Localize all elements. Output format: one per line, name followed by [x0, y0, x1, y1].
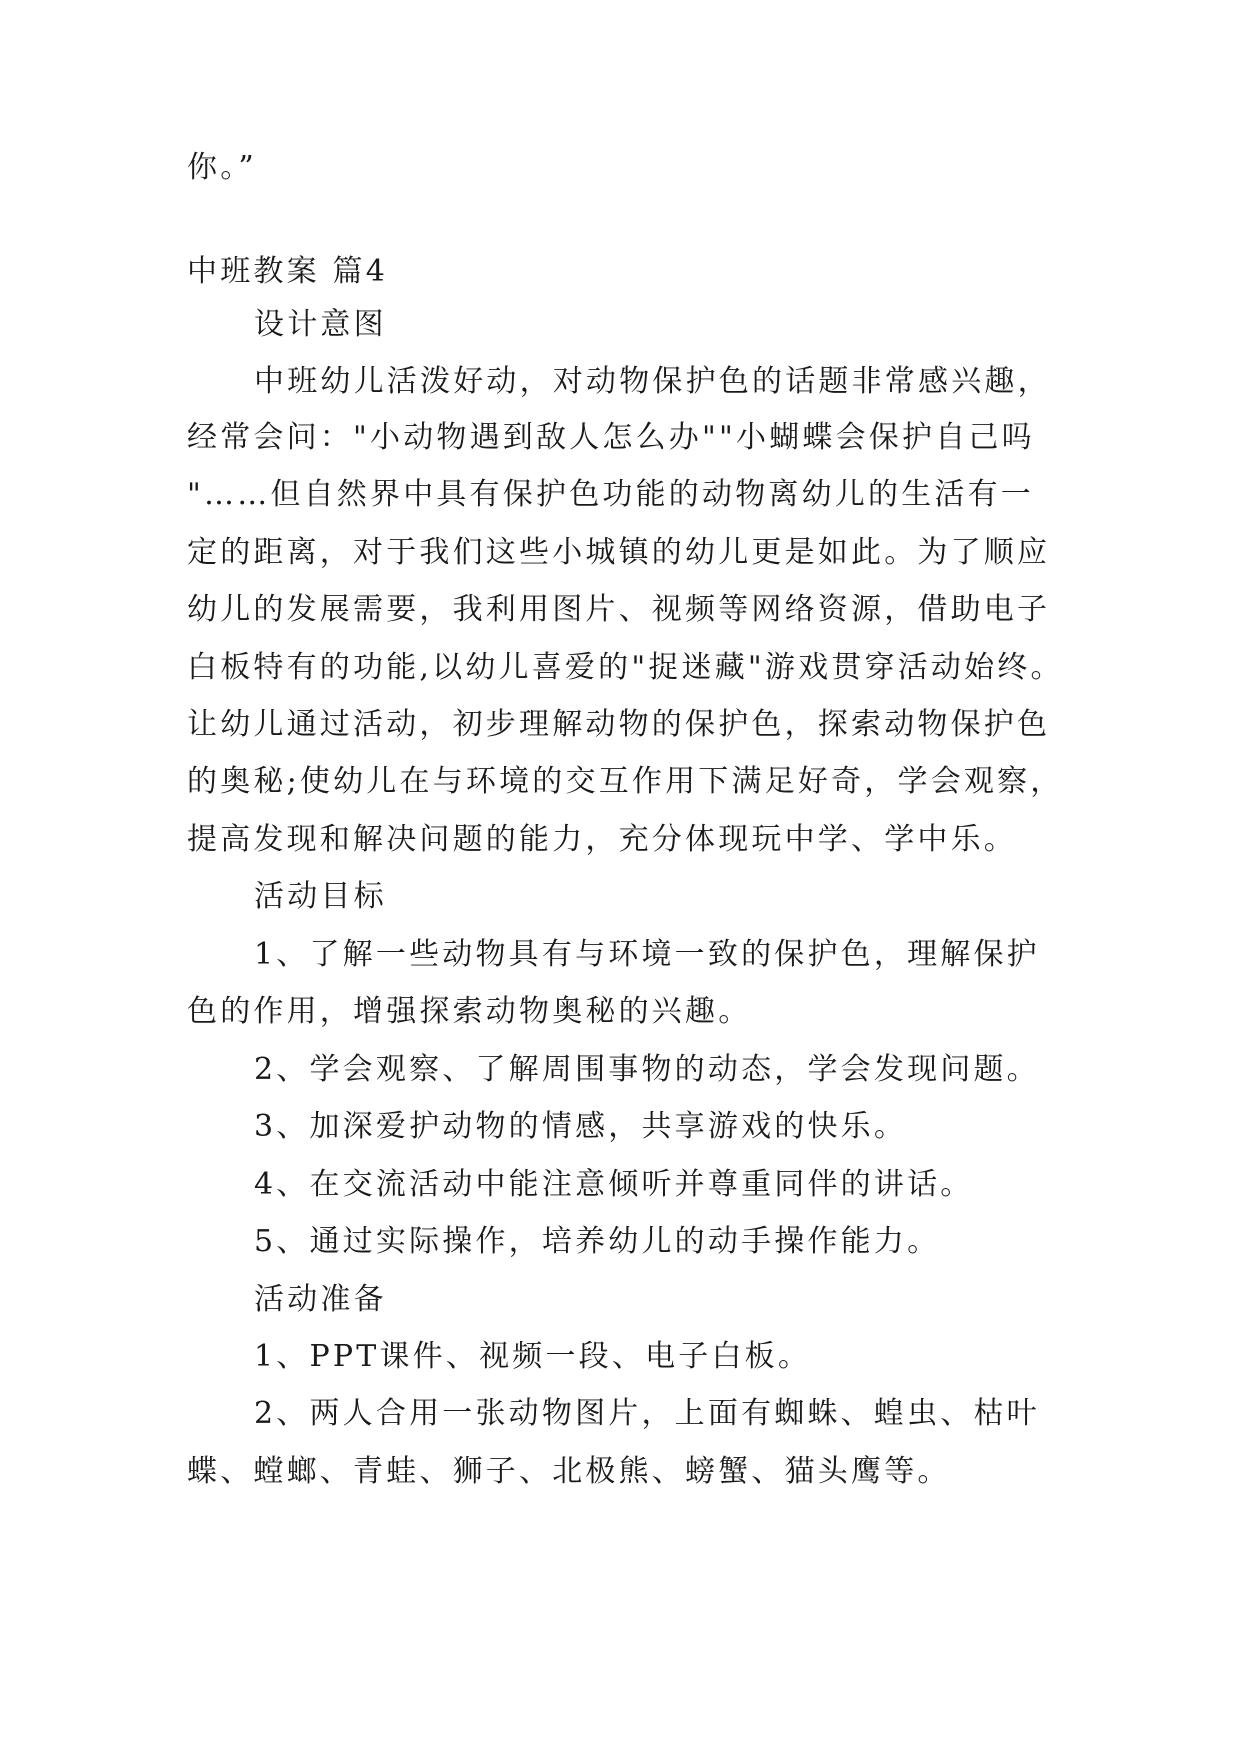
- text-line: 色的作用，增强探索动物奥秘的兴趣。: [187, 994, 752, 1029]
- text-line: 幼儿的发展需要，我利用图片、视频等网络资源，借助电子: [187, 592, 1051, 627]
- list-item: 3、加深爱护动物的情感，共享游戏的快乐。: [254, 1109, 908, 1144]
- list-item: 4、在交流活动中能注意倾听并尊重同伴的讲话。: [254, 1167, 974, 1202]
- list-item: 5、通过实际操作，培养幼儿的动手操作能力。: [254, 1224, 941, 1259]
- subsection-heading: 活动准备: [254, 1282, 387, 1317]
- text-line: 提高发现和解决问题的能力，充分体现玩中学、学中乐。: [187, 822, 1017, 857]
- text-line: 白板特有的功能,以幼儿喜爱的"捉迷藏"游戏贯穿活动始终。: [187, 650, 1064, 685]
- text-line: 让幼儿通过活动，初步理解动物的保护色，探索动物保护色: [187, 707, 1051, 742]
- text-line: 蝶、螳螂、青蛙、狮子、北极熊、螃蟹、猫头鹰等。: [187, 1454, 951, 1489]
- subsection-heading: 设计意图: [254, 307, 387, 342]
- text-line: 的奥秘;使幼儿在与环境的交互作用下满足好奇，学会观察，: [187, 764, 1064, 799]
- text-line: "……但自然界中具有保护色功能的动物离幼儿的生活有一: [187, 477, 1034, 512]
- list-item: 1、PPT课件、视频一段、电子白板。: [254, 1339, 812, 1374]
- list-item: 2、学会观察、了解周围事物的动态，学会发现问题。: [254, 1052, 1040, 1087]
- text-line: 经常会问："小动物遇到敌人怎么办""小蝴蝶会保护自己吗: [187, 420, 1035, 455]
- list-item: 1、了解一些动物具有与环境一致的保护色，理解保护: [254, 937, 1040, 972]
- list-item: 2、两人合用一张动物图片，上面有蜘蛛、蝗虫、枯叶: [254, 1396, 1040, 1431]
- section-heading: 中班教案 篇4: [187, 254, 389, 289]
- text-line: 中班幼儿活泼好动，对动物保护色的话题非常感兴趣，: [254, 364, 1051, 399]
- subsection-heading: 活动目标: [254, 879, 387, 914]
- text-line: 定的距离，对于我们这些小城镇的幼儿更是如此。为了顺应: [187, 535, 1051, 570]
- text-line: 你。”: [187, 150, 257, 185]
